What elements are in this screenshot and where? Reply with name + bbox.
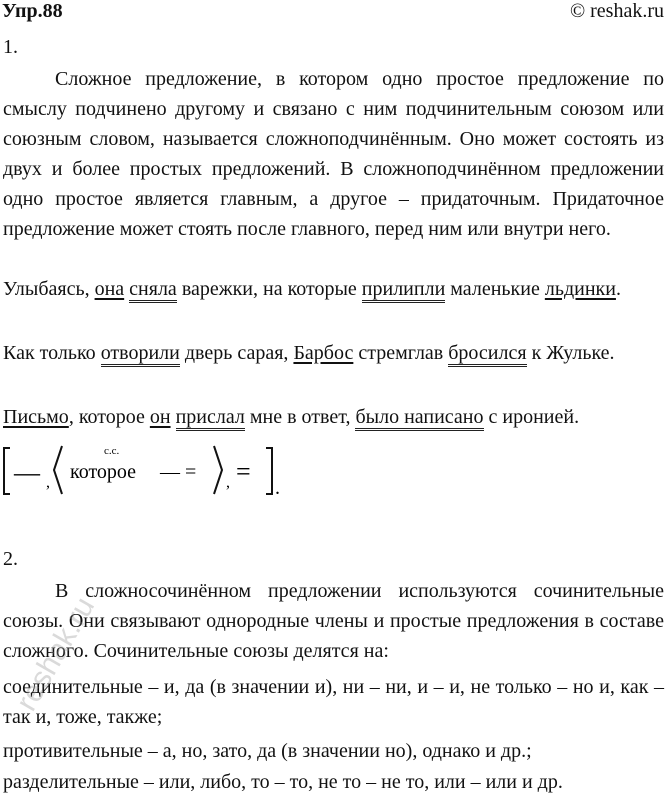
section-2-paragraph: В сложносочинённом предложении используются сочинительные союзы. Они связывают однородные члены и простые предложения в составе сложного. Сочинительные союзы делятся на: [3, 580, 664, 662]
scheme-inner: — = [160, 461, 197, 483]
s1-words: варежки, на которые [181, 278, 357, 300]
scheme-dash: — [14, 458, 40, 487]
s2-word-3: стремглав [358, 342, 444, 364]
s3-subject: Письмо [3, 406, 69, 428]
scheme-word: которое [70, 461, 137, 483]
sentence-scheme [0, 440, 300, 500]
list-item-adversative: противительные – а, но, зато, да (в значении но), однако и др.; [3, 740, 532, 762]
s2-subject: Барбос [293, 342, 354, 364]
s1-word-2: маленькие [450, 278, 540, 300]
scheme-dot: . [275, 477, 280, 499]
example-sentence-1 [3, 274, 664, 304]
s1-subject-2: льдинки [544, 278, 616, 300]
bracket-close-icon [266, 448, 272, 494]
angle-open-icon [54, 446, 62, 494]
example-sentence-3 [3, 402, 664, 432]
bracket-open-icon [4, 448, 10, 494]
list-item-disjunctive: разделительные – или, либо, то – то, не то – не то, или – или и др. [3, 771, 563, 793]
section-1-paragraph: Сложное предложение, в котором одно простое предложение по смыслу подчинено другому и связано с ним подчинительным союзом или союзным словом, называется сложноподчинённым. Оно может состоять из двух и более простых предложений. В сложноподчинённом предложении одно простое является главным, а другое – придаточным. Придаточное предложение может стоять после главного, перед ним или внутри него. [3, 68, 664, 240]
s1-word: Улыбаясь, [3, 278, 90, 300]
section-1-number: 1. [3, 36, 18, 58]
watermark: reshak.ru [10, 591, 102, 717]
exercise-title: Упр.88 [2, 0, 63, 22]
angle-close-icon [214, 446, 222, 494]
scheme-comma-1: , [46, 474, 50, 491]
s1-end: . [615, 278, 621, 300]
scheme-eq: = [236, 457, 251, 486]
s2-predicate-2: бросился [448, 342, 526, 367]
s2-predicate: отворили [101, 342, 180, 367]
s1-subject: она [94, 278, 125, 300]
s1-predicate: сняла [129, 278, 177, 303]
s2-words: Как только [3, 342, 96, 364]
s3-words: , которое [68, 406, 145, 428]
scheme-mark: с.с. [104, 445, 120, 457]
s1-predicate-2: прилипли [362, 278, 445, 303]
s3-subject-2: он [149, 406, 171, 428]
section-2-number: 2. [3, 548, 18, 570]
s3-predicate: прислал [176, 406, 245, 431]
example-sentence-2 [3, 338, 664, 368]
s2-words-2: дверь сарая, [184, 342, 289, 364]
copyright-label: © reshak.ru [569, 0, 664, 22]
s3-predicate-2: было написано [355, 406, 483, 431]
list-item-connective: соединительные – и, да (в значении и), ни – ни, и – и, не только – но и, как – так и, тоже, также; [3, 676, 664, 728]
s2-words-4: к Жульке. [531, 342, 615, 364]
s3-words-3: с иронией. [488, 406, 580, 428]
s3-words-2: мне в ответ, [249, 406, 351, 428]
scheme-comma-2: , [226, 474, 230, 491]
